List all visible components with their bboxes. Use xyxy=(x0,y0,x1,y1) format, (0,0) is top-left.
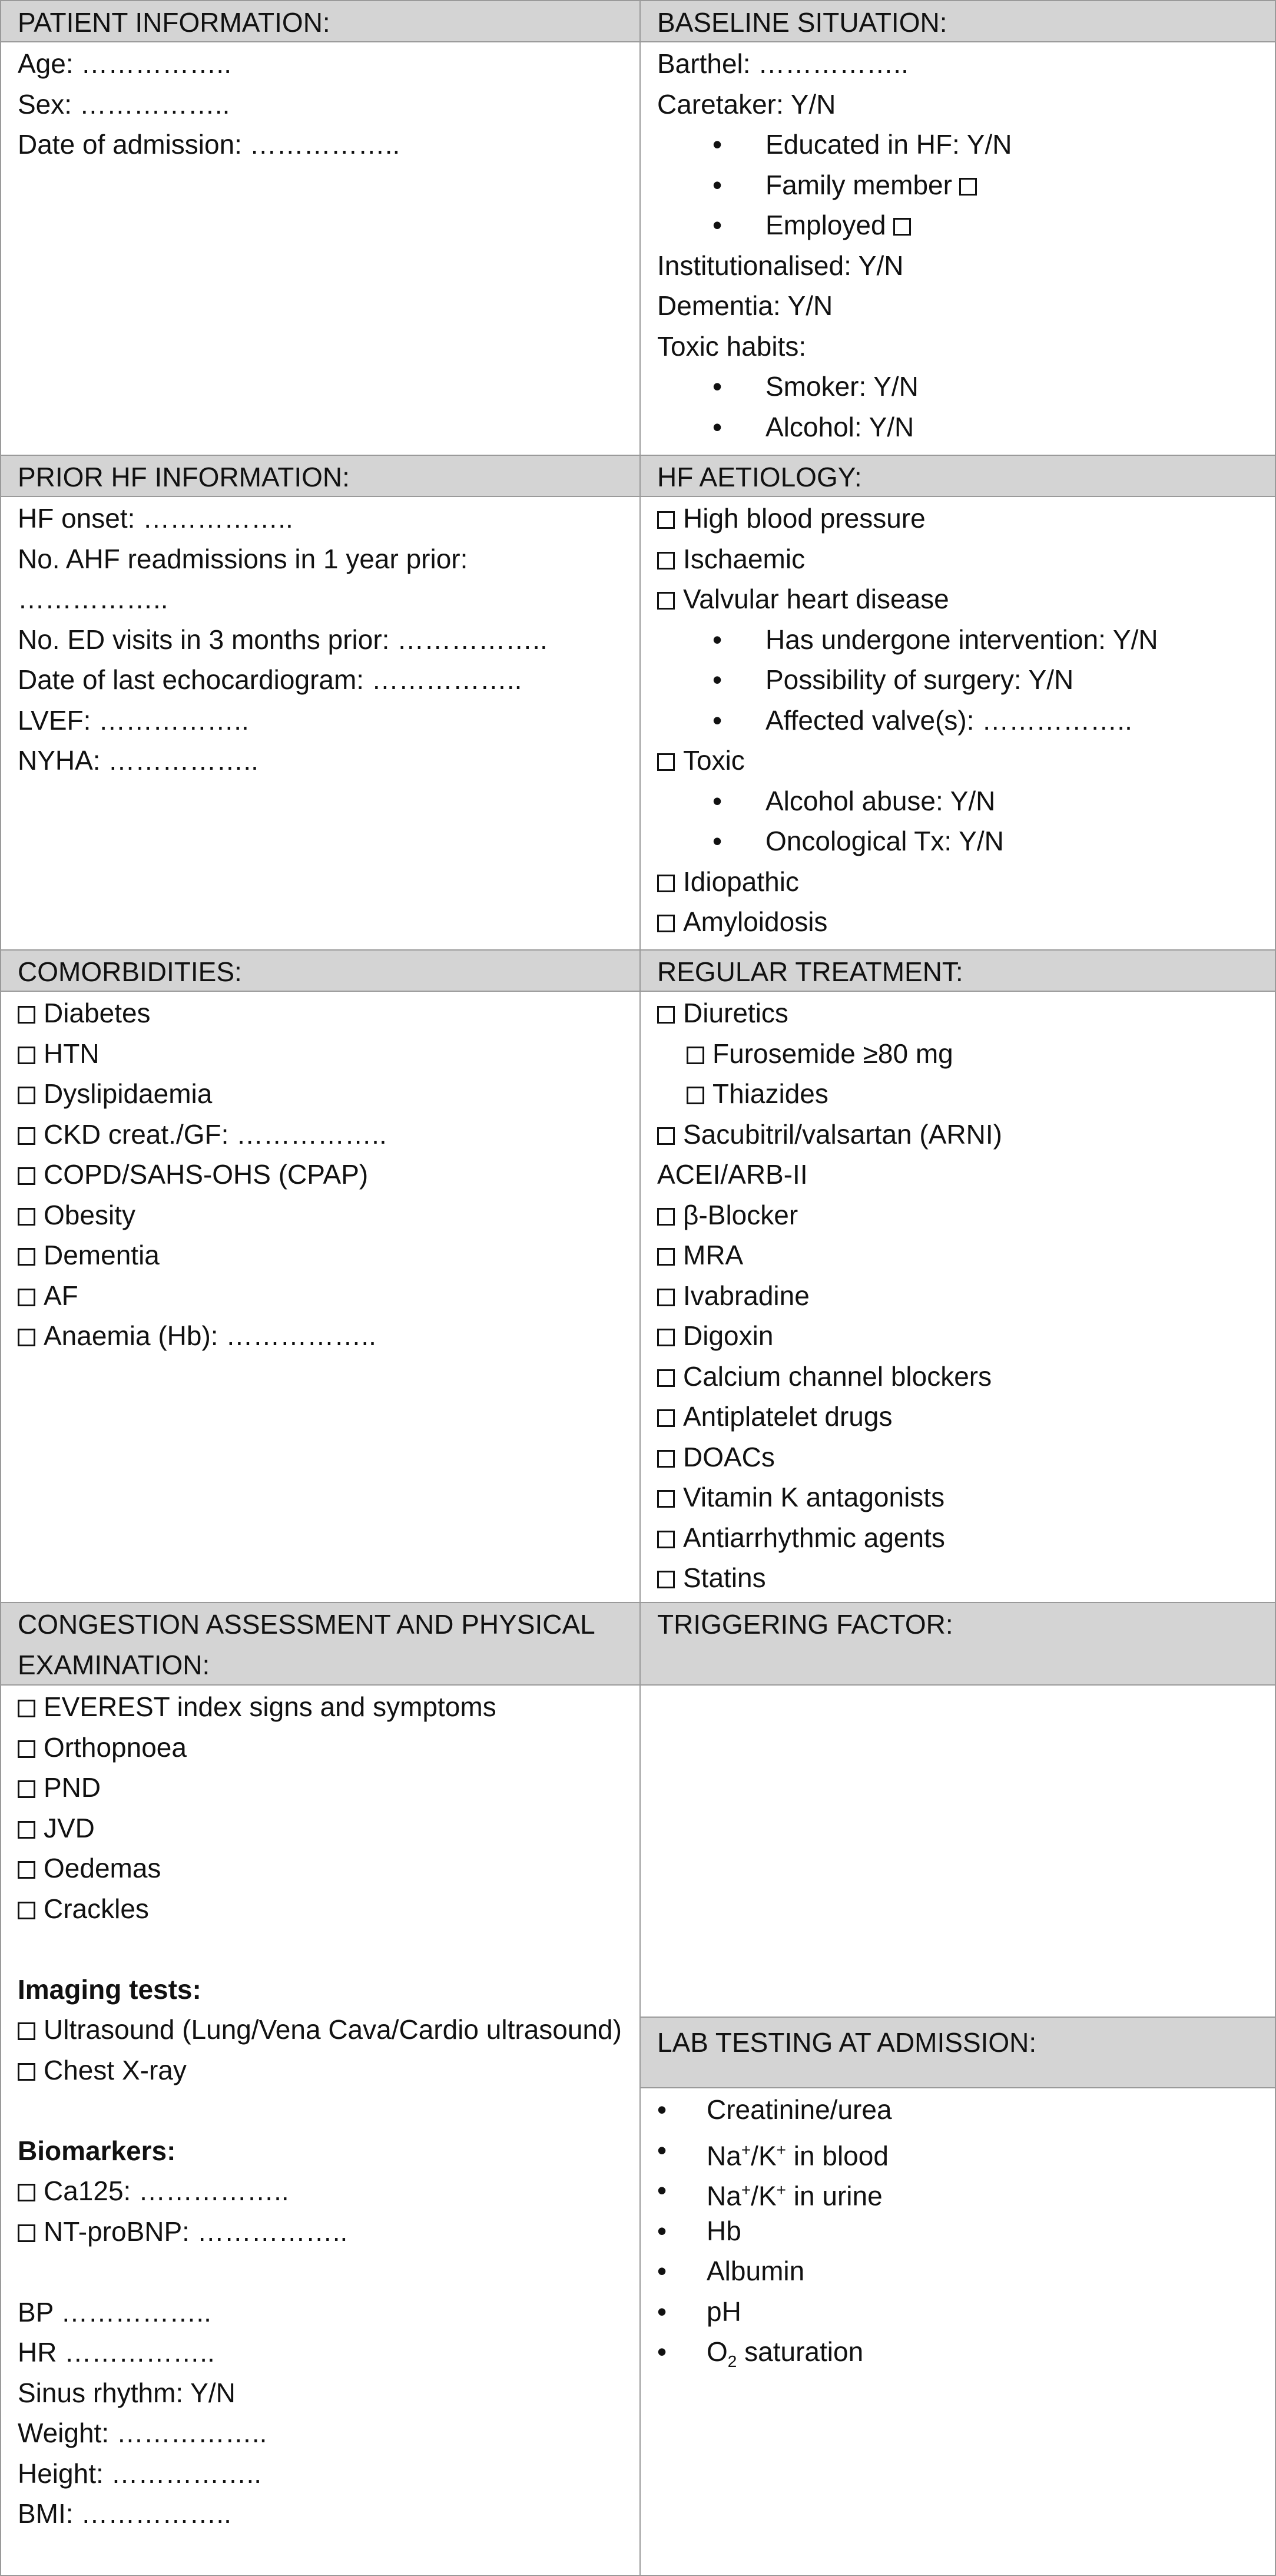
checkbox[interactable] xyxy=(657,1329,675,1346)
aetiology-ischaemic[interactable] xyxy=(657,539,1258,580)
regular-treatment-header xyxy=(639,949,1276,992)
patient-information-header xyxy=(0,0,641,42)
option-label: Furosemide ≥80 mg xyxy=(712,1038,953,1069)
prior-hf-information-body xyxy=(0,496,641,951)
option-label: Dyslipidaemia xyxy=(44,1078,213,1109)
option-label: Thiazides xyxy=(712,1078,828,1109)
option-label: Amyloidosis xyxy=(683,906,828,937)
hf-onset-field[interactable]: HF onset: …………….. xyxy=(18,503,293,534)
option-label: Antiplatelet drugs xyxy=(683,1401,893,1432)
employed-label: Employed xyxy=(765,210,886,240)
option-label: Statins xyxy=(683,1562,766,1593)
option-label: Ischaemic xyxy=(683,543,806,574)
alcohol-field[interactable]: • Alcohol: Y/N xyxy=(657,407,1258,448)
treatment-arni[interactable] xyxy=(657,1114,1258,1155)
checkbox[interactable] xyxy=(18,1902,35,1919)
imaging-tests-title: Imaging tests: xyxy=(18,1974,201,2005)
comorbidity-item[interactable] xyxy=(18,1235,623,1276)
treatment-item[interactable] xyxy=(657,1316,1258,1356)
comorbidity-item[interactable] xyxy=(18,1195,623,1236)
option-label: JVD xyxy=(44,1812,95,1843)
comorbidity-item[interactable] xyxy=(18,1276,623,1316)
treatment-item[interactable] xyxy=(657,1396,1258,1437)
ed-visits-field[interactable]: No. ED visits in 3 months prior: …………….. xyxy=(18,624,548,655)
lvef-field[interactable]: LVEF: …………….. xyxy=(18,704,249,736)
weight-field[interactable]: Weight: …………….. xyxy=(18,2418,267,2448)
barthel-field[interactable]: Barthel: …………….. xyxy=(657,48,909,79)
affected-valves-field[interactable]: • Affected valve(s): …………….. xyxy=(657,700,1258,741)
option-label: Ca125: …………….. xyxy=(44,2176,289,2206)
checkbox[interactable] xyxy=(657,1289,675,1306)
checkbox[interactable] xyxy=(657,592,675,610)
checkbox[interactable] xyxy=(18,1167,35,1185)
lab-text: Na xyxy=(707,2180,741,2211)
option-label: NT-proBNP: …………….. xyxy=(44,2216,348,2247)
aetiology-high-bp[interactable] xyxy=(657,498,1258,539)
superscript: + xyxy=(741,2140,751,2159)
option-label: EVEREST index signs and symptoms xyxy=(44,1691,496,1722)
checkbox[interactable] xyxy=(18,2063,35,2081)
age-field[interactable]: Age: …………….. xyxy=(18,48,231,79)
spacer xyxy=(18,2090,623,2131)
option-label: Obesity xyxy=(44,1199,135,1230)
comorbidity-item[interactable] xyxy=(18,1074,623,1114)
lab-text: saturation xyxy=(737,2336,864,2367)
congestion-sign[interactable] xyxy=(18,1808,623,1849)
checkbox[interactable] xyxy=(657,1127,675,1145)
date-of-admission-field[interactable]: Date of admission: …………….. xyxy=(18,129,400,160)
treatment-thiazides[interactable] xyxy=(657,1074,1258,1114)
comorbidity-item[interactable] xyxy=(18,1316,623,1356)
option-label: High blood pressure xyxy=(683,503,926,534)
patient-information-body xyxy=(0,41,641,456)
checkbox[interactable] xyxy=(657,1369,675,1387)
sinus-rhythm-field[interactable]: Sinus rhythm: Y/N xyxy=(18,2377,236,2408)
hf-aetiology-body xyxy=(639,496,1276,951)
treatment-item[interactable] xyxy=(657,1558,1258,1598)
superscript: + xyxy=(776,2181,786,2199)
checkbox[interactable] xyxy=(18,1047,35,1064)
lab-text: /K xyxy=(751,2140,777,2171)
congestion-sign[interactable] xyxy=(18,1848,623,1889)
lab-albumin[interactable]: • Albumin xyxy=(657,2251,1258,2292)
lab-testing-header xyxy=(639,2017,1276,2088)
aetiology-valvular[interactable] xyxy=(657,579,1258,620)
checkbox[interactable] xyxy=(657,1571,675,1588)
checkbox[interactable] xyxy=(657,915,675,932)
checkbox[interactable] xyxy=(657,875,675,892)
biomarker-ca125[interactable] xyxy=(18,2171,623,2211)
option-label: PND xyxy=(44,1772,101,1803)
option-label: Calcium channel blockers xyxy=(683,1360,992,1392)
checkbox[interactable] xyxy=(687,1087,704,1104)
regular-treatment-body xyxy=(639,991,1276,1603)
biomarkers-title: Biomarkers: xyxy=(18,2135,176,2166)
family-member-label: Family member xyxy=(765,169,952,200)
treatment-item[interactable] xyxy=(657,1276,1258,1316)
option-label: Diabetes xyxy=(44,998,151,1028)
spacer xyxy=(18,2251,623,2292)
option-label: Crackles xyxy=(44,1893,149,1924)
congestion-sign[interactable] xyxy=(18,1767,623,1808)
aetiology-idiopathic[interactable] xyxy=(657,862,1258,902)
checkbox[interactable] xyxy=(18,1006,35,1024)
lab-text: in blood xyxy=(786,2140,889,2171)
spacer xyxy=(18,1929,623,1969)
treatment-furosemide[interactable] xyxy=(657,1034,1258,1074)
option-label: Vitamin K antagonists xyxy=(683,1482,945,1512)
family-member-checkbox[interactable] xyxy=(959,178,977,196)
option-label: CKD creat./GF: …………….. xyxy=(44,1118,387,1150)
option-label: Chest X-ray xyxy=(44,2054,187,2085)
treatment-item[interactable] xyxy=(657,1235,1258,1276)
last-echo-field[interactable]: Date of last echocardiogram: …………….. xyxy=(18,664,522,695)
checkbox[interactable] xyxy=(657,1248,675,1266)
ahf-readmissions-label: No. AHF readmissions in 1 year prior: xyxy=(18,543,468,574)
section-title: PRIOR HF INFORMATION: xyxy=(18,462,350,492)
comorbidities-body xyxy=(0,991,641,1603)
nyha-field[interactable]: NYHA: …………….. xyxy=(18,745,258,776)
superscript: + xyxy=(741,2181,751,2199)
lab-na-k-urine[interactable] xyxy=(657,2170,1258,2211)
checkbox[interactable] xyxy=(18,1087,35,1104)
imaging-ultrasound[interactable] xyxy=(18,2009,623,2050)
treatment-item[interactable] xyxy=(657,1477,1258,1518)
lab-text: O xyxy=(707,2336,728,2367)
section-title: LAB TESTING AT ADMISSION: xyxy=(657,2027,1037,2058)
treatment-acei-label: ACEI/ARB-II xyxy=(657,1159,808,1190)
lab-na-k-blood[interactable] xyxy=(657,2130,1258,2171)
checkbox[interactable] xyxy=(18,1289,35,1306)
lab-text: in urine xyxy=(786,2180,883,2211)
triggering-factor-body[interactable] xyxy=(639,1684,1276,2018)
lab-text: /K xyxy=(751,2180,777,2211)
institutionalised-field[interactable]: Institutionalised: Y/N xyxy=(657,250,904,281)
checkbox[interactable] xyxy=(657,1409,675,1427)
option-label: AF xyxy=(44,1280,78,1311)
ahf-readmissions-field[interactable]: …………….. xyxy=(18,584,168,614)
sex-field[interactable]: Sex: …………….. xyxy=(18,88,230,120)
family-member-item xyxy=(657,165,1258,206)
congestion-sign[interactable] xyxy=(18,1727,623,1768)
section-title: TRIGGERING FACTOR: xyxy=(657,1609,953,1640)
lab-o2-saturation[interactable] xyxy=(657,2332,1258,2372)
dementia-field[interactable]: Dementia: Y/N xyxy=(657,290,833,321)
superscript: + xyxy=(776,2140,786,2159)
option-label: Idiopathic xyxy=(683,866,799,897)
triggering-factor-header xyxy=(639,1602,1276,1686)
toxic-habits-label: Toxic habits: xyxy=(657,330,807,362)
oncological-tx-field[interactable]: • Oncological Tx: Y/N xyxy=(657,821,1258,862)
checkbox[interactable] xyxy=(18,2022,35,2040)
lab-testing-body xyxy=(639,2087,1276,2576)
intervention-field[interactable]: • Has undergone intervention: Y/N xyxy=(657,620,1258,660)
checkbox[interactable] xyxy=(18,1780,35,1798)
comorbidities-header xyxy=(0,949,641,992)
option-label: Sacubitril/valsartan (ARNI) xyxy=(683,1118,1002,1150)
aetiology-amyloidosis[interactable] xyxy=(657,902,1258,942)
checkbox[interactable] xyxy=(18,1861,35,1879)
checkbox[interactable] xyxy=(18,2184,35,2201)
lab-creatinine[interactable]: • Creatinine/urea xyxy=(657,2090,1258,2130)
checkbox[interactable] xyxy=(657,1531,675,1548)
comorbidity-item[interactable] xyxy=(18,993,623,1034)
lab-hb[interactable]: • Hb xyxy=(657,2211,1258,2251)
option-label: COPD/SAHS-OHS (CPAP) xyxy=(44,1159,369,1190)
checkbox[interactable] xyxy=(18,1700,35,1717)
option-label: Oedemas xyxy=(44,1853,161,1883)
comorbidity-item[interactable] xyxy=(18,1154,623,1195)
option-label: Anaemia (Hb): …………….. xyxy=(44,1320,376,1351)
prior-hf-information-header xyxy=(0,455,641,497)
congestion-sign[interactable] xyxy=(18,1889,623,1929)
congestion-assessment-header xyxy=(0,1602,641,1686)
treatment-item[interactable] xyxy=(657,1195,1258,1236)
employed-item xyxy=(657,205,1258,246)
section-title: HF AETIOLOGY: xyxy=(657,462,862,492)
treatment-item[interactable] xyxy=(657,1518,1258,1558)
checkbox[interactable] xyxy=(657,1208,675,1226)
hr-field[interactable]: HR …………….. xyxy=(18,2337,215,2368)
option-label: Orthopnoea xyxy=(44,1731,187,1763)
bp-field[interactable]: BP …………….. xyxy=(18,2296,211,2327)
section-title: REGULAR TREATMENT: xyxy=(657,956,963,987)
option-label: β-Blocker xyxy=(683,1199,798,1230)
checkbox[interactable] xyxy=(18,1127,35,1145)
imaging-chest-xray[interactable] xyxy=(18,2050,623,2091)
treatment-item[interactable] xyxy=(657,1437,1258,1478)
bmi-field[interactable]: BMI: …………….. xyxy=(18,2498,231,2529)
checkbox[interactable] xyxy=(687,1047,704,1064)
treatment-item[interactable] xyxy=(657,1356,1258,1397)
alcohol-abuse-field[interactable]: • Alcohol abuse: Y/N xyxy=(657,781,1258,822)
option-label: Ultrasound (Lung/Vena Cava/Cardio ultrasound) xyxy=(44,2014,622,2045)
comorbidity-item[interactable] xyxy=(18,1114,623,1155)
congestion-sign[interactable] xyxy=(18,1687,623,1727)
employed-checkbox[interactable] xyxy=(893,218,911,236)
smoker-field[interactable]: • Smoker: Y/N xyxy=(657,366,1258,407)
checkbox[interactable] xyxy=(657,552,675,569)
checkbox[interactable] xyxy=(657,753,675,771)
aetiology-toxic[interactable] xyxy=(657,740,1258,781)
option-label: Digoxin xyxy=(683,1320,774,1351)
caretaker-field[interactable]: Caretaker: Y/N xyxy=(657,88,836,120)
subscript: 2 xyxy=(727,2352,737,2371)
option-label: Diuretics xyxy=(683,998,788,1028)
option-label: Valvular heart disease xyxy=(683,584,949,614)
lab-ph[interactable]: • pH xyxy=(657,2292,1258,2332)
checkbox[interactable] xyxy=(657,1490,675,1508)
option-label: Toxic xyxy=(683,745,745,776)
biomarker-nt-probnp[interactable] xyxy=(18,2211,623,2252)
checkbox[interactable] xyxy=(18,1329,35,1346)
baseline-situation-body xyxy=(639,41,1276,456)
checkbox[interactable] xyxy=(657,511,675,529)
option-label: HTN xyxy=(44,1038,100,1069)
checkbox[interactable] xyxy=(18,1248,35,1266)
treatment-diuretics[interactable] xyxy=(657,993,1258,1034)
option-label: Antiarrhythmic agents xyxy=(683,1522,945,1553)
section-title: COMORBIDITIES: xyxy=(18,956,242,987)
checkbox[interactable] xyxy=(657,1006,675,1024)
checkbox[interactable] xyxy=(18,1740,35,1758)
checkbox[interactable] xyxy=(18,1821,35,1839)
section-title: PATIENT INFORMATION: xyxy=(18,7,330,38)
option-label: DOACs xyxy=(683,1441,775,1472)
lab-text: Na xyxy=(707,2140,741,2171)
baseline-situation-header xyxy=(639,0,1276,42)
section-title: BASELINE SITUATION: xyxy=(657,7,947,38)
height-field[interactable]: Height: …………….. xyxy=(18,2458,262,2489)
checkbox[interactable] xyxy=(657,1450,675,1468)
congestion-assessment-body xyxy=(0,1684,641,2576)
option-label: Ivabradine xyxy=(683,1280,810,1311)
comorbidity-item[interactable] xyxy=(18,1034,623,1074)
checkbox[interactable] xyxy=(18,1208,35,1226)
educated-in-hf-field[interactable]: • Educated in HF: Y/N xyxy=(657,124,1258,165)
section-title: CONGESTION ASSESSMENT AND PHYSICAL EXAMINATION: xyxy=(18,1609,595,1680)
surgery-field[interactable]: • Possibility of surgery: Y/N xyxy=(657,660,1258,700)
hf-aetiology-header xyxy=(639,455,1276,497)
checkbox[interactable] xyxy=(18,2224,35,2242)
option-label: Dementia xyxy=(44,1240,160,1270)
option-label: MRA xyxy=(683,1240,744,1270)
